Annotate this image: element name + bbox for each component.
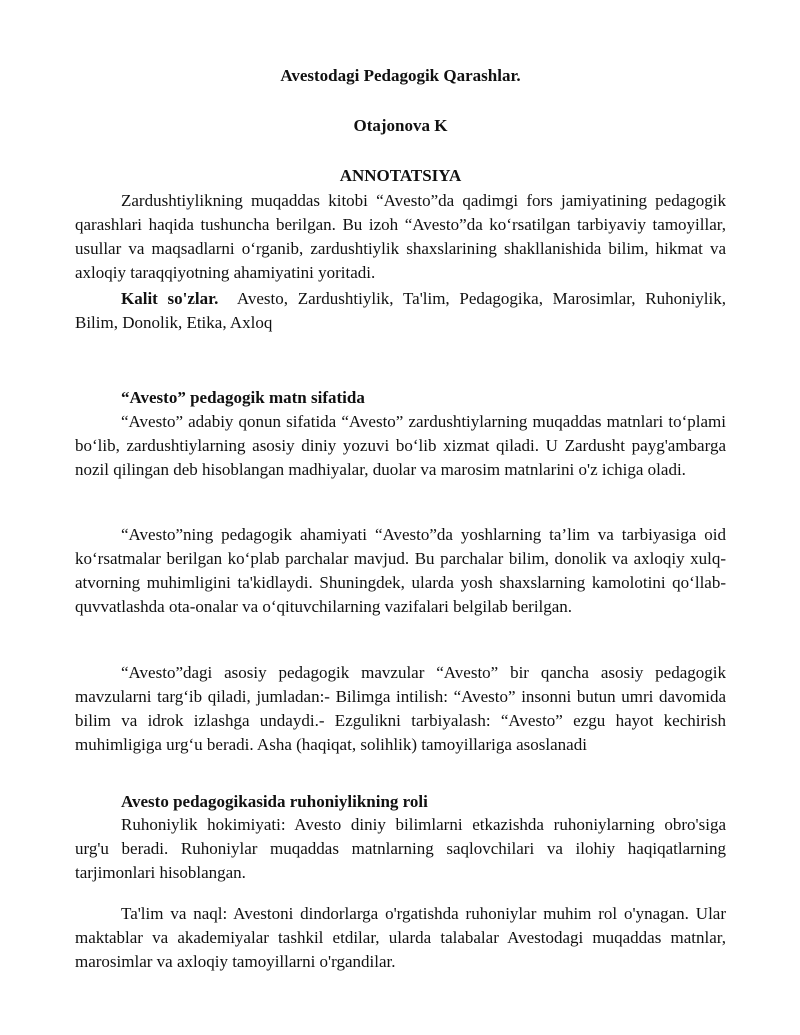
section2-heading: Avesto pedagogikasida ruhoniylikning roli bbox=[121, 792, 428, 811]
document-title: Avestodagi Pedagogik Qarashlar. bbox=[280, 66, 521, 85]
abstract-text: Zardushtiylikning muqaddas kitobi “Avesto”da qadimgi fors jamiyatining pedagogik qarashlari haqida tushuncha berilgan. Bu izoh “Avesto”da ko‘rsatilgan tarbiyaviy tamoyillar, usullar va maqsadlarni o‘rganib, zardushtiylik shaxslarining shakllanishida bilim, hikmat va axloqiy taraqqiyotning ahamiyatini yoritadi. bbox=[75, 191, 726, 282]
section2-paragraph-2: Ta'lim va naql: Avestoni dindorlarga o'rgatishda ruhoniylar muhim rol o'ynagan. Ular maktablar va akademiyalar tashkil etdilar, ularda talabalar Avestodagi muqaddas matnlar, marosimlar va axloqiy tamoyillarni o'rgandilar. bbox=[75, 904, 726, 971]
section1-paragraph-3: “Avesto”dagi asosiy pedagogik mavzular “Avesto” bir qancha asosiy pedagogik mavzularni targ‘ib qiladi, jumladan:- Bilimga intilish: “Avesto” insonni butun umri davomida bilim va idrok izlashga undaydi.- Ezgulikni tarbiyalash: “Avesto” ezgu hayot kechirish muhimligiga urg‘u beradi. Asha (haqiqat, solihlik) tamoyillariga asoslanadi bbox=[75, 663, 726, 754]
section1-paragraph-2: “Avesto”ning pedagogik ahamiyati “Avesto”da yoshlarning ta’lim va tarbiyasiga oid ko‘rsatmalar berilgan ko‘plab parchalar mavjud. Bu parchalar bilim, donolik va axloqiy xulq-atvorning muhimligini ta'kidlaydi. Shuningdek, ularda yosh shaxslarning kamolotini qo‘llab-quvvatlashda ota-onalar va o‘qituvchilarning vazifalari belgilab berilgan. bbox=[75, 525, 726, 616]
section1-heading: “Avesto” pedagogik matn sifatida bbox=[121, 388, 365, 407]
keywords-paragraph bbox=[75, 287, 726, 335]
keywords-text: Avesto, Zardushtiylik, Ta'lim, Pedagogika, Marosimlar, Ruhoniylik, Bilim, Donolik, Etika, Axloq bbox=[75, 289, 726, 332]
section2-paragraph-1: Ruhoniylik hokimiyati: Avesto diniy bilimlarni etkazishda ruhoniylarning obro'siga urg'u beradi. Ruhoniylar muqaddas matnlarning saqlovchilari va ilohiy haqiqatlarning tarjimonlari hisoblangan. bbox=[75, 815, 726, 882]
author-name: Otajonova K bbox=[353, 116, 448, 135]
document-page bbox=[75, 0, 726, 1035]
abstract-heading: ANNOTATSIYA bbox=[339, 166, 462, 185]
keywords-label: Kalit so'zlar. bbox=[121, 289, 219, 308]
section1-paragraph-1: “Avesto” adabiy qonun sifatida “Avesto” zardushtiylarning muqaddas matnlari to‘plami bo‘lib, zardushtiylarning asosiy diniy yozuvi bo‘lib xizmat qiladi. U Zardusht payg'ambarga nozil qilingan deb hisoblangan madhiyalar, duolar va marosim matnlarini o'z ichiga oladi. bbox=[75, 412, 726, 479]
